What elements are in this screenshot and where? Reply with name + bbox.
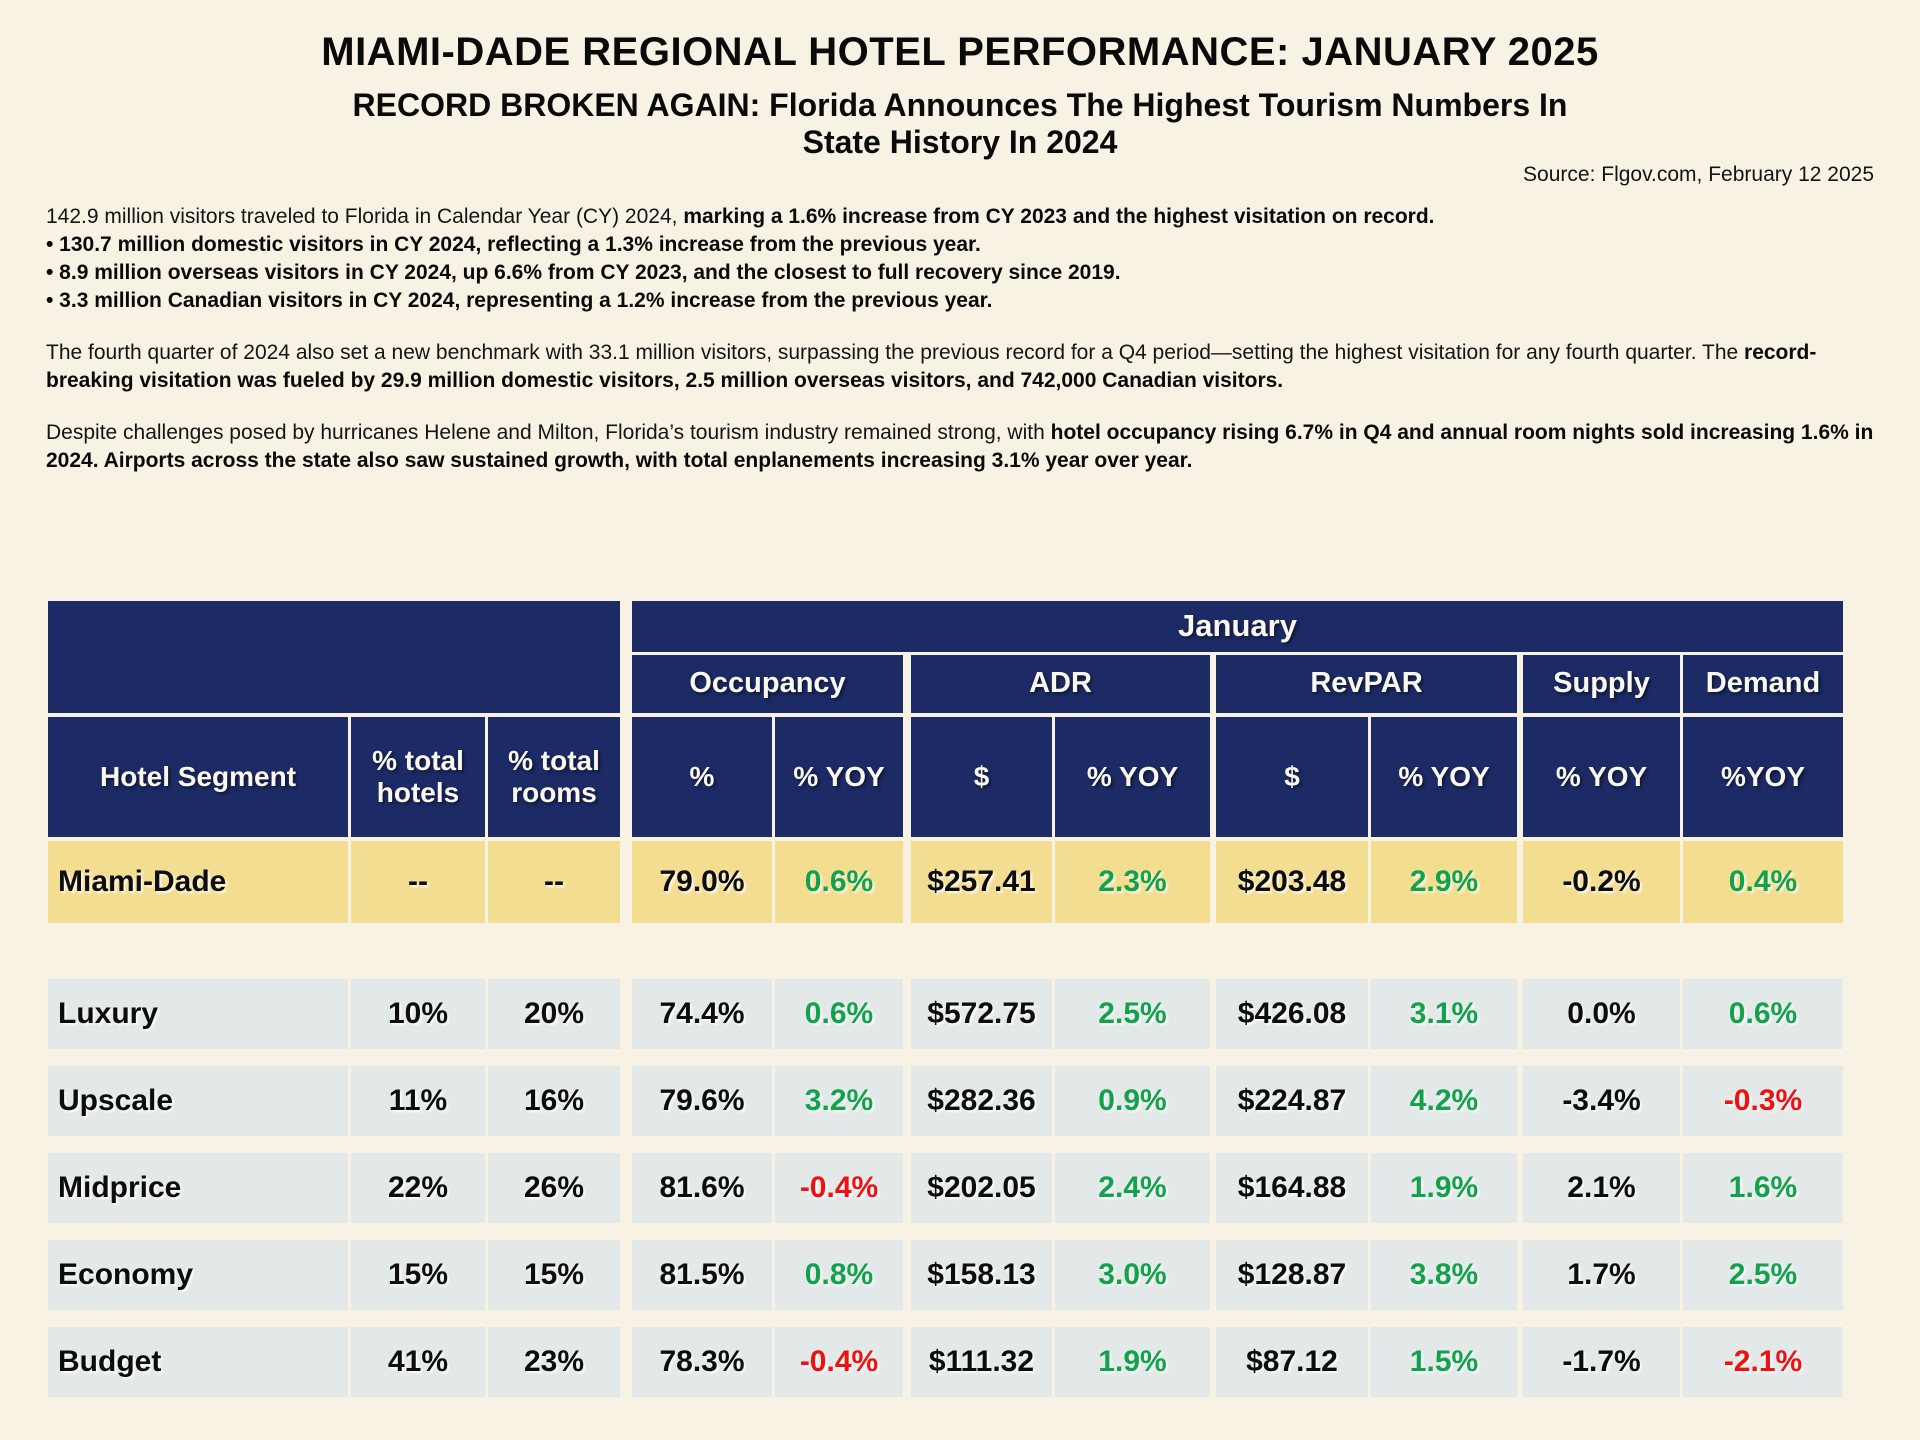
upscale-adr-yoy: 0.9%	[1055, 1066, 1210, 1136]
economy-occupancy: 81.5%	[632, 1240, 772, 1310]
column-header-occupancy-pct: %	[632, 717, 772, 837]
column-header-adr-dollar: $	[911, 717, 1052, 837]
budget-revpar: $87.12	[1216, 1327, 1368, 1397]
midprice-segment-label: Midprice	[48, 1153, 348, 1223]
miami-dade-occupancy: 79.0%	[632, 841, 772, 923]
source-note: Source: Flgov.com, February 12 2025	[1523, 163, 1874, 187]
midprice-occupancy: 81.6%	[632, 1153, 772, 1223]
luxury-occupancy-yoy: 0.6%	[775, 979, 903, 1049]
group-header-adr: ADR	[911, 655, 1210, 713]
luxury-adr-yoy: 2.5%	[1055, 979, 1210, 1049]
luxury-occupancy: 74.4%	[632, 979, 772, 1049]
midprice-pct-hotels: 22%	[351, 1153, 485, 1223]
column-header-hotel-segment: Hotel Segment	[48, 717, 348, 837]
budget-adr: $111.32	[911, 1327, 1052, 1397]
midprice-adr-yoy: 2.4%	[1055, 1153, 1210, 1223]
economy-supply-yoy: 1.7%	[1523, 1240, 1680, 1310]
economy-pct-rooms: 15%	[488, 1240, 620, 1310]
subtitle-line-2: State History In 2024	[802, 124, 1118, 161]
budget-supply-yoy: -1.7%	[1523, 1327, 1680, 1397]
miami-dade-adr: $257.41	[911, 841, 1052, 923]
midprice-occupancy-yoy: -0.4%	[775, 1153, 903, 1223]
budget-segment-label: Budget	[48, 1327, 348, 1397]
group-header-occupancy: Occupancy	[632, 655, 903, 713]
group-header-supply: Supply	[1523, 655, 1680, 713]
column-header-revpar-dollar: $	[1216, 717, 1368, 837]
budget-demand-yoy: -2.1%	[1683, 1327, 1843, 1397]
economy-segment-label: Economy	[48, 1240, 348, 1310]
luxury-revpar: $426.08	[1216, 979, 1368, 1049]
midprice-revpar-yoy: 1.9%	[1371, 1153, 1517, 1223]
month-header-cell: January	[632, 601, 1843, 652]
column-header-revpar-yoy: % YOY	[1371, 717, 1517, 837]
budget-pct-hotels: 41%	[351, 1327, 485, 1397]
upscale-segment-label: Upscale	[48, 1066, 348, 1136]
upscale-occupancy-yoy: 3.2%	[775, 1066, 903, 1136]
budget-revpar-yoy: 1.5%	[1371, 1327, 1517, 1397]
budget-pct-rooms: 23%	[488, 1327, 620, 1397]
economy-pct-hotels: 15%	[351, 1240, 485, 1310]
subtitle-line-1: RECORD BROKEN AGAIN: Florida Announces The Highest Tourism Numbers In	[352, 87, 1568, 123]
column-header-occupancy-yoy: % YOY	[775, 717, 903, 837]
upscale-pct-hotels: 11%	[351, 1066, 485, 1136]
bullet-overseas-visitors: • 8.9 million overseas visitors in CY 2024, up 6.6% from CY 2023, and the closest to full recovery since 2019.	[46, 261, 1121, 285]
midprice-supply-yoy: 2.1%	[1523, 1153, 1680, 1223]
column-header-supply-yoy: % YOY	[1523, 717, 1680, 837]
miami-dade-adr-yoy: 2.3%	[1055, 841, 1210, 923]
economy-occupancy-yoy: 0.8%	[775, 1240, 903, 1310]
economy-demand-yoy: 2.5%	[1683, 1240, 1843, 1310]
column-header-pct-total-rooms: % total rooms	[488, 717, 620, 837]
budget-occupancy-yoy: -0.4%	[775, 1327, 903, 1397]
upscale-revpar: $224.87	[1216, 1066, 1368, 1136]
upscale-adr: $282.36	[911, 1066, 1052, 1136]
upscale-pct-rooms: 16%	[488, 1066, 620, 1136]
upscale-supply-yoy: -3.4%	[1523, 1066, 1680, 1136]
miami-dade-occupancy-yoy: 0.6%	[775, 841, 903, 923]
luxury-segment-label: Luxury	[48, 979, 348, 1049]
midprice-pct-rooms: 26%	[488, 1153, 620, 1223]
group-header-revpar: RevPAR	[1216, 655, 1517, 713]
summary-text	[46, 203, 1874, 474]
hotel-performance-table	[48, 601, 1920, 1397]
page-subtitle	[0, 87, 1920, 161]
midprice-adr: $202.05	[911, 1153, 1052, 1223]
miami-dade-demand-yoy: 0.4%	[1683, 841, 1843, 923]
economy-adr-yoy: 3.0%	[1055, 1240, 1210, 1310]
budget-adr-yoy: 1.9%	[1055, 1327, 1210, 1397]
budget-occupancy: 78.3%	[632, 1327, 772, 1397]
column-header-pct-total-hotels: % total hotels	[351, 717, 485, 837]
upscale-demand-yoy: -0.3%	[1683, 1066, 1843, 1136]
midprice-revpar: $164.88	[1216, 1153, 1368, 1223]
miami-dade-segment-label: Miami-Dade	[48, 841, 348, 923]
column-header-demand-yoy: %YOY	[1683, 717, 1843, 837]
miami-dade-pct-rooms: --	[488, 841, 620, 923]
table-corner-cell	[48, 601, 620, 713]
luxury-revpar-yoy: 3.1%	[1371, 979, 1517, 1049]
luxury-adr: $572.75	[911, 979, 1052, 1049]
luxury-pct-hotels: 10%	[351, 979, 485, 1049]
summary-hurricanes: Despite challenges posed by hurricanes Helene and Milton, Florida’s tourism industry remained strong, with hotel occupancy rising 6.7% in Q4 and annual room nights sold increasing 1.6% in 2024. Airports across the state also saw sustained growth, with total enplanements increasing 3.1% year over year.	[46, 420, 1874, 472]
economy-revpar-yoy: 3.8%	[1371, 1240, 1517, 1310]
economy-adr: $158.13	[911, 1240, 1052, 1310]
summary-intro: 142.9 million visitors traveled to Florida in Calendar Year (CY) 2024, marking a 1.6% increase from CY 2023 and the highest visitation on record.	[46, 205, 1435, 229]
luxury-supply-yoy: 0.0%	[1523, 979, 1680, 1049]
miami-dade-revpar-yoy: 2.9%	[1371, 841, 1517, 923]
miami-dade-revpar: $203.48	[1216, 841, 1368, 923]
midprice-demand-yoy: 1.6%	[1683, 1153, 1843, 1223]
group-header-demand: Demand	[1683, 655, 1843, 713]
page-title: MIAMI-DADE REGIONAL HOTEL PERFORMANCE: JANUARY 2025	[321, 30, 1599, 74]
bullet-canadian-visitors: • 3.3 million Canadian visitors in CY 2024, representing a 1.2% increase from the previous year.	[46, 288, 993, 312]
miami-dade-pct-hotels: --	[351, 841, 485, 923]
miami-dade-supply-yoy: -0.2%	[1523, 841, 1680, 923]
report-header	[0, 0, 1920, 161]
luxury-pct-rooms: 20%	[488, 979, 620, 1049]
luxury-demand-yoy: 0.6%	[1683, 979, 1843, 1049]
economy-revpar: $128.87	[1216, 1240, 1368, 1310]
upscale-occupancy: 79.6%	[632, 1066, 772, 1136]
column-header-adr-yoy: % YOY	[1055, 717, 1210, 837]
upscale-revpar-yoy: 4.2%	[1371, 1066, 1517, 1136]
bullet-domestic-visitors: • 130.7 million domestic visitors in CY 2024, reflecting a 1.3% increase from the previous year.	[46, 233, 981, 257]
summary-q4-record: The fourth quarter of 2024 also set a new benchmark with 33.1 million visitors, surpassing the previous record for a Q4 period—setting the highest visitation for any fourth quarter. The record-breaking visitation was fueled by 29.9 million domestic visitors, 2.5 million overseas visitors, and 742,000 Canadian visitors.	[46, 340, 1817, 392]
